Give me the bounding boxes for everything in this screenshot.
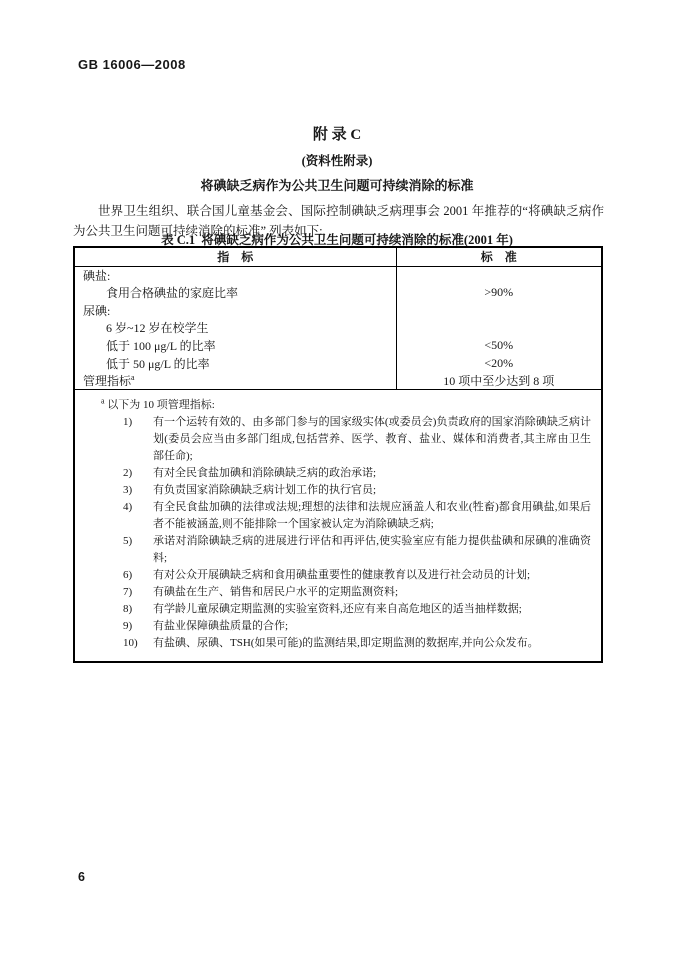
indicator-cell: 低于 100 μg/L 的比率: [74, 337, 396, 355]
footnote-item-number: 7): [123, 586, 133, 599]
footnote-item: [123, 635, 591, 652]
footnote-item: [123, 601, 591, 618]
footnote-item-number: 6): [123, 569, 133, 582]
footnote-item: [123, 567, 591, 584]
standards-table: [73, 246, 603, 663]
table-row: [74, 319, 602, 337]
footnote-item-number: 3): [123, 484, 133, 497]
column-header-standard: 标 准: [396, 247, 602, 266]
doc-code: GB 16006—2008: [78, 57, 186, 72]
footnote-item: [123, 618, 591, 635]
indicator-cell: 低于 50 μg/L 的比率: [74, 354, 396, 372]
footnote-item: [123, 465, 591, 482]
footnote-item-number: 2): [123, 467, 133, 480]
footnote-item-text: 有盐碘、尿碘、TSH(如果可能)的监测结果,即定期监测的数据库,并向公众发布。: [153, 637, 539, 650]
page-number: 6: [78, 870, 85, 884]
appendix-label: 附 录 C: [312, 127, 362, 143]
footnote-item-number: 1): [123, 416, 133, 429]
indicator-cell: 碘盐:: [74, 266, 396, 284]
standard-cell: [396, 301, 602, 319]
footnote-item-text: 有碘盐在生产、销售和居民户水平的定期监测资料;: [153, 586, 399, 599]
table-header-row: [74, 247, 602, 266]
table-row: [74, 301, 602, 319]
footnote-item-number: 4): [123, 501, 133, 514]
footnote-item: [123, 533, 591, 567]
indicator-label: 管理指标: [83, 374, 132, 389]
indicator-cell: 6 岁~12 岁在校学生: [74, 319, 396, 337]
footnote-item-text: 有对公众开展碘缺乏病和食用碘盐重要性的健康教育以及进行社会动员的计划;: [153, 569, 531, 582]
footnote-item-text: 有全民食盐加碘的法律或法规;理想的法律和法规应涵盖人和农业(牲畜)都食用碘盐,如果后者不能被涵盖,则不能排除一个国家被认定为消除碘缺乏病;: [153, 501, 591, 531]
appendix-type-note: (资料性附录): [301, 154, 373, 168]
standard-cell: 10 项中至少达到 8 项: [396, 372, 602, 390]
table-row: [74, 266, 602, 284]
standard-cell: [396, 266, 602, 284]
standard-cell: [396, 319, 602, 337]
intro-paragraph: 世界卫生组织、联合国儿童基金会、国际控制碘缺乏病理事会 2001 年推荐的“将碘缺乏病作为公共卫生问题可持续消除的标准”,列表如下:: [73, 203, 604, 238]
standard-cell: <50%: [484, 338, 514, 353]
footnote-item-number: 10): [123, 637, 138, 650]
footnote-item-number: 9): [123, 620, 133, 633]
footnote-item-text: 有盐业保障碘盐质量的合作;: [153, 620, 289, 633]
table-row: [74, 354, 602, 372]
indicator-cell: 食用合格碘盐的家庭比率: [74, 284, 396, 302]
footnote-item-text: 有学龄儿童尿碘定期监测的实验室资料,还应有来自高危地区的适当抽样数据;: [153, 603, 522, 616]
table-footnote-row: [74, 390, 602, 663]
table-row: [74, 284, 602, 302]
column-header-indicator: 指 标: [74, 247, 396, 266]
appendix-title: 将碘缺乏病作为公共卫生问题可持续消除的标准: [200, 178, 474, 193]
indicator-cell: 尿碘:: [74, 301, 396, 319]
footnote-item-text: 承诺对消除碘缺乏病的进展进行评估和再评估,使实验室应有能力提供盐碘和尿碘的准确资料;: [153, 535, 591, 565]
table-row: [74, 337, 602, 355]
appendix-heading-block: [0, 123, 674, 194]
footnote-intro-line: [101, 397, 591, 414]
footnote-item-text: 有对全民食盐加碘和消除碘缺乏病的政治承诺;: [153, 467, 377, 480]
standard-cell: >90%: [484, 285, 514, 300]
footnote-item-number: 8): [123, 603, 133, 616]
footnote-item: [123, 414, 591, 465]
footnote-reference: a: [131, 373, 135, 383]
footnote-item: [123, 482, 591, 499]
footnote-item: [123, 499, 591, 533]
footnote-item-text: 有一个运转有效的、由多部门参与的国家级实体(或委员会)负责政府的国家消除碘缺乏病计划(委员会应当由多部门组成,包括营养、医学、教育、盐业、媒体和消费者,其主席由卫生部任命);: [153, 416, 591, 463]
footnote-marker: a: [101, 396, 105, 406]
table-footnote: [74, 390, 602, 663]
indicator-cell: [74, 372, 396, 390]
footnote-item-list: [123, 414, 591, 652]
footnote-item: [123, 584, 591, 601]
footnote-item-number: 5): [123, 535, 133, 548]
footnote-item-text: 有负责国家消除碘缺乏病计划工作的执行官员;: [153, 484, 377, 497]
footnote-intro-text: 以下为 10 项管理指标:: [107, 399, 215, 412]
table-row: [74, 372, 602, 390]
table-caption: 表 C.1 将碘缺乏病作为公共卫生问题可持续消除的标准(2001 年): [161, 233, 513, 247]
standard-cell: <20%: [484, 355, 514, 370]
